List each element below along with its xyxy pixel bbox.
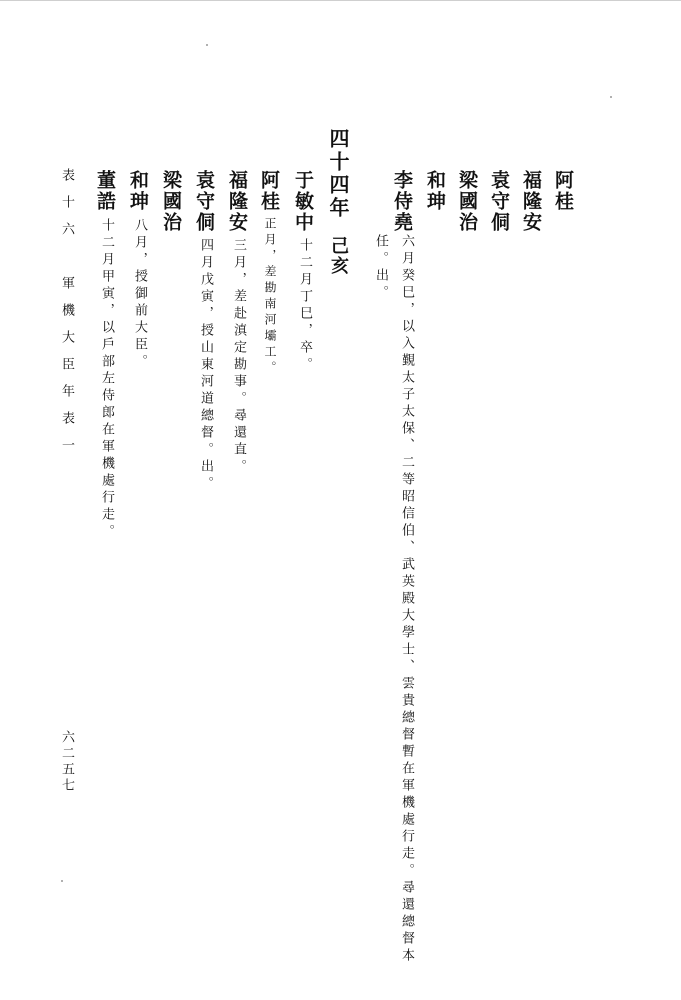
minister-name: 袁守侗 <box>193 170 215 233</box>
year-label: 四十四年 <box>326 128 350 220</box>
page-edge <box>0 0 681 7</box>
scan-speck <box>610 96 612 98</box>
minister-name: 李侍堯 <box>391 170 413 233</box>
minister-name: 福隆安 <box>226 170 248 233</box>
appointment-note: 正月，差勘南河壩工。 <box>263 217 277 377</box>
minister-name: 董誥 <box>94 170 116 212</box>
appointment-note: 十二月丁巳，卒。 <box>297 238 312 374</box>
scan-speck <box>61 880 63 882</box>
year-ganzhi: 己亥 <box>328 236 349 276</box>
page-number: 六二五七 <box>59 730 74 794</box>
minister-name: 阿桂 <box>552 170 574 212</box>
minister-name: 袁守侗 <box>488 170 510 233</box>
minister-name: 梁國治 <box>160 170 182 233</box>
minister-name: 于敏中 <box>292 170 314 233</box>
appointment-note: 六月癸巳，以入覲太子太保、二等昭信伯、武英殿大學士、雲貴總督暫在軍機處行走。尋還總督本 <box>399 234 414 965</box>
table-footer-title: 表十六 軍機大臣年表一 <box>59 168 74 465</box>
appointment-note: 十二月甲寅，以戶部左侍郎在軍機處行走。 <box>99 218 114 541</box>
minister-name: 和珅 <box>127 170 149 212</box>
appointment-note: 三月，差赴滇定勘事。尋還直。 <box>231 238 246 476</box>
minister-name: 阿桂 <box>258 170 280 212</box>
minister-name: 梁國治 <box>456 170 478 233</box>
appointment-note: 八月，授御前大臣。 <box>132 218 147 371</box>
minister-name: 和珅 <box>424 170 446 212</box>
minister-name: 福隆安 <box>520 170 542 233</box>
appointment-note: 四月戊寅，授山東河道總督。出。 <box>198 238 213 493</box>
appointment-note-continued: 任。出。 <box>373 234 388 302</box>
scan-speck <box>206 44 208 46</box>
year-heading <box>328 128 348 276</box>
